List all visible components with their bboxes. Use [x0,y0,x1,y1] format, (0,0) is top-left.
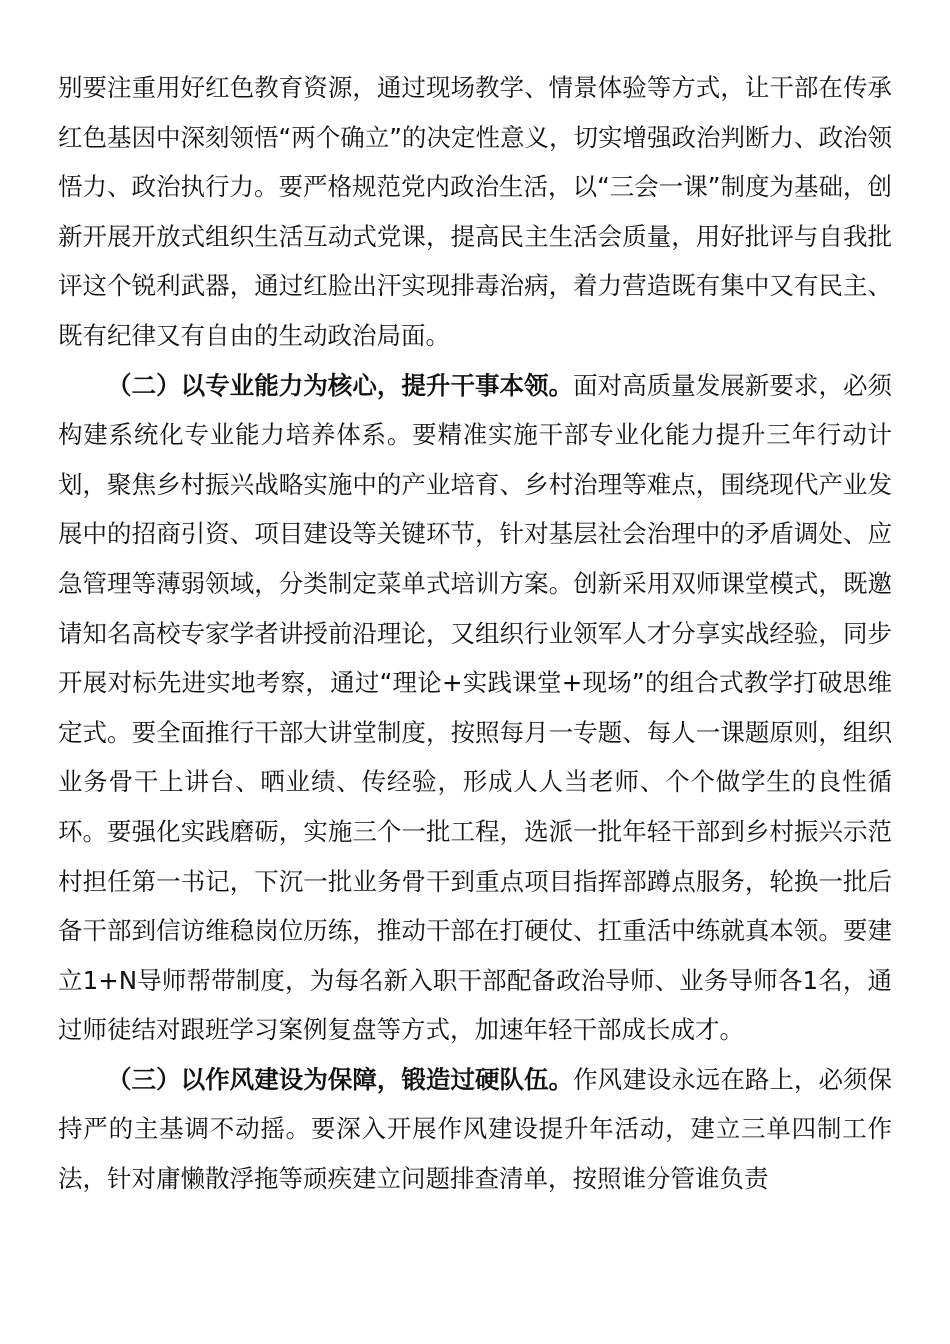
paragraph-text: 作风建设永远在路上，必须保持严的主基调不动摇。要深入开展作风建设提升年活动，建立三单四制工作法，针对庸懒散浮拖等顽疾建立问题排查清单，按照谁分管谁负责 [58,1064,893,1194]
document-body [58,63,892,1204]
paragraph-section-3 [58,1055,892,1204]
section-heading: （二）以专业能力为核心，提升干事本领。 [107,370,574,400]
paragraph-section-2 [58,361,892,1055]
paragraph-text: 面对高质量发展新要求，必须构建系统化专业能力培养体系。要精准实施干部专业化能力提升三年行动计划，聚焦乡村振兴战略实施中的产业培育、乡村治理等难点，围绕现代产业发展中的招商引资、项目建设等关键环节，针对基层社会治理中的矛盾调处、应急管理等薄弱领域，分类制定菜单式培训方案。创新采用双师课堂模式，既邀请知名高校专家学者讲授前沿理论，又组织行业领军人才分享实战经验，同步开展对标先进实地考察，通过“理论+实践课堂+现场”的组合式教学打破思维定式。要全面推行干部大讲堂制度，按照每月一专题、每人一课题原则，组织业务骨干上讲台、晒业绩、传经验，形成人人当老师、个个做学生的良性循环。要强化实践磨砺，实施三个一批工程，选派一批年轻干部到乡村振兴示范村担任第一书记，下沉一批业务骨干到重点项目指挥部蹲点服务，轮换一批后备干部到信访维稳岗位历练，推动干部在打硬仗、扛重活中练就真本领。要建立1+N导师帮带制度，为每名新入职干部配备政治导师、业务导师各1名，通过师徒结对跟班学习案例复盘等方式，加速年轻干部成长成才。 [58,370,893,1045]
paragraph-continuation [58,63,892,361]
paragraph-text: 别要注重用好红色教育资源，通过现场教学、情景体验等方式，让干部在传承红色基因中深刻领悟“两个确立”的决定性意义，切实增强政治判断力、政治领悟力、政治执行力。要严格规范党内政治生活，以“三会一课”制度为基础，创新开展开放式组织生活互动式党课，提高民主生活会质量，用好批评与自我批评这个锐利武器，通过红脸出汗实现排毒治病，着力营造既有集中又有民主、既有纪律又有自由的生动政治局面。 [58,73,892,350]
section-heading: （三）以作风建设为保障，锻造过硬队伍。 [107,1064,574,1094]
